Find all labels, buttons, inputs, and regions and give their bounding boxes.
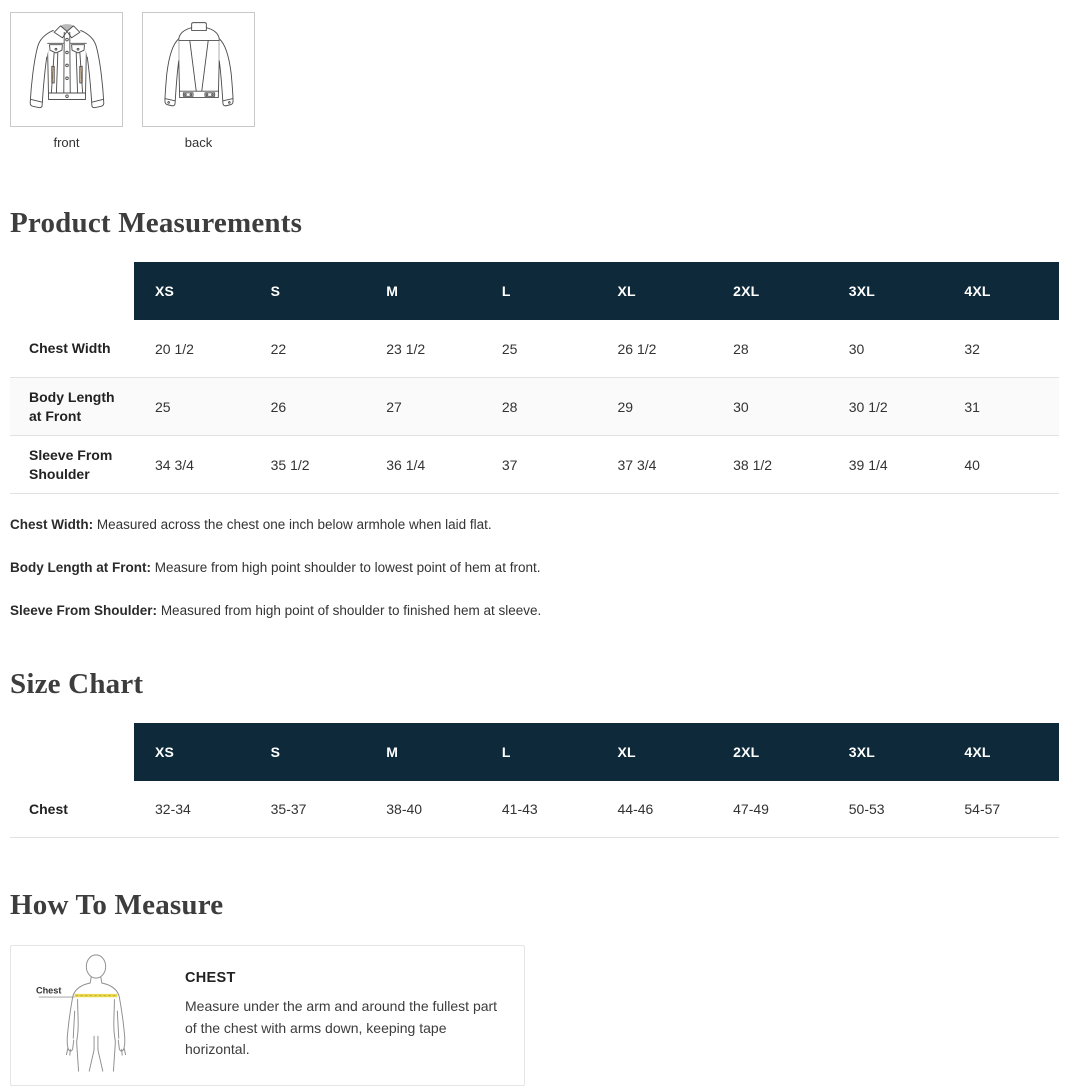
table-cell: 32-34 <box>134 781 250 838</box>
table-cell: 44-46 <box>597 781 713 838</box>
table-cell: 20 1/2 <box>134 320 250 378</box>
table-cell: 37 3/4 <box>597 436 713 494</box>
jacket-back-icon <box>153 18 245 122</box>
table-cell: 30 <box>828 320 944 378</box>
table-cell: 28 <box>712 320 828 378</box>
table-cell: 40 <box>943 436 1059 494</box>
table-cell: 35-37 <box>250 781 366 838</box>
table-header-size: S <box>250 262 366 320</box>
front-view-thumbnail <box>10 12 123 150</box>
note-definition: Measured across the chest one inch below armhole when laid flat. <box>96 517 492 532</box>
table-cell: 30 <box>712 378 828 436</box>
table-cell: 47-49 <box>712 781 828 838</box>
table-cell: 23 1/2 <box>365 320 481 378</box>
table-cell: 29 <box>597 378 713 436</box>
note-term: Chest Width: <box>10 517 94 532</box>
table-cell: 38 1/2 <box>712 436 828 494</box>
table-cell: 50-53 <box>828 781 944 838</box>
table-cell: 27 <box>365 378 481 436</box>
table-cell: 36 1/4 <box>365 436 481 494</box>
table-header-blank <box>10 262 134 320</box>
chest-measure-text <box>185 970 500 1061</box>
table-cell: 38-40 <box>365 781 481 838</box>
chest-measure-title: CHEST <box>185 970 236 987</box>
jacket-front-icon <box>21 18 113 122</box>
back-view-thumbnail <box>142 12 255 150</box>
table-cell: 25 <box>134 378 250 436</box>
measurement-notes <box>10 515 1059 620</box>
table-header-size: 2XL <box>712 723 828 781</box>
table-header-size: XL <box>597 262 713 320</box>
chest-measure-figure <box>29 951 163 1080</box>
size-guide-page <box>10 0 1059 1086</box>
note-term: Sleeve From Shoulder: <box>10 603 158 618</box>
note-definition: Measured from high point of shoulder to finished hem at sleeve. <box>160 603 542 618</box>
note-term: Body Length at Front: <box>10 560 151 575</box>
row-label-chest: Chest <box>10 781 134 838</box>
size-chart-heading: Size Chart <box>10 668 144 700</box>
table-header-size: 4XL <box>943 262 1059 320</box>
table-header-size: M <box>365 262 481 320</box>
table-cell: 34 3/4 <box>134 436 250 494</box>
table-header-size: 2XL <box>712 262 828 320</box>
jacket-front-image <box>10 12 123 127</box>
table-cell: 30 1/2 <box>828 378 944 436</box>
table-cell: 32 <box>943 320 1059 378</box>
table-header-size: S <box>250 723 366 781</box>
table-header-size: L <box>481 262 597 320</box>
product-measurements-heading: Product Measurements <box>10 207 303 239</box>
table-header-blank <box>10 723 134 781</box>
how-to-measure-chest-card <box>10 945 525 1086</box>
row-label-body-length: Body Length at Front <box>10 378 134 436</box>
table-header-size: 3XL <box>828 723 944 781</box>
table-cell: 39 1/4 <box>828 436 944 494</box>
front-view-caption: front <box>53 135 80 150</box>
table-cell: 26 <box>250 378 366 436</box>
note-body-length <box>10 558 1059 577</box>
size-chart-table <box>10 723 1059 838</box>
table-cell: 26 1/2 <box>597 320 713 378</box>
figure-chest-label: Chest <box>35 985 62 996</box>
row-label-sleeve: Sleeve From Shoulder <box>10 436 134 494</box>
table-cell: 54-57 <box>943 781 1059 838</box>
table-cell: 37 <box>481 436 597 494</box>
how-to-measure-heading: How To Measure <box>10 889 224 921</box>
product-measurements-table <box>10 262 1059 494</box>
note-sleeve <box>10 601 1059 620</box>
table-cell: 41-43 <box>481 781 597 838</box>
table-header-size: XS <box>134 723 250 781</box>
product-view-thumbnails <box>10 12 1059 150</box>
table-header-size: L <box>481 723 597 781</box>
row-label-chest-width: Chest Width <box>10 320 134 378</box>
table-header-size: 3XL <box>828 262 944 320</box>
table-cell: 31 <box>943 378 1059 436</box>
jacket-back-image <box>142 12 255 127</box>
table-cell: 28 <box>481 378 597 436</box>
table-header-size: M <box>365 723 481 781</box>
table-header-size: 4XL <box>943 723 1059 781</box>
note-chest-width <box>10 515 1059 534</box>
body-chest-diagram-icon <box>29 951 163 1075</box>
table-header-size: XL <box>597 723 713 781</box>
chest-measure-description: Measure under the arm and around the fullest part of the chest with arms down, keeping tape horizontal. <box>185 998 498 1058</box>
note-definition: Measure from high point shoulder to lowest point of hem at front. <box>154 560 541 575</box>
table-cell: 35 1/2 <box>250 436 366 494</box>
back-view-caption: back <box>184 135 213 150</box>
table-header-size: XS <box>134 262 250 320</box>
table-cell: 22 <box>250 320 366 378</box>
table-cell: 25 <box>481 320 597 378</box>
